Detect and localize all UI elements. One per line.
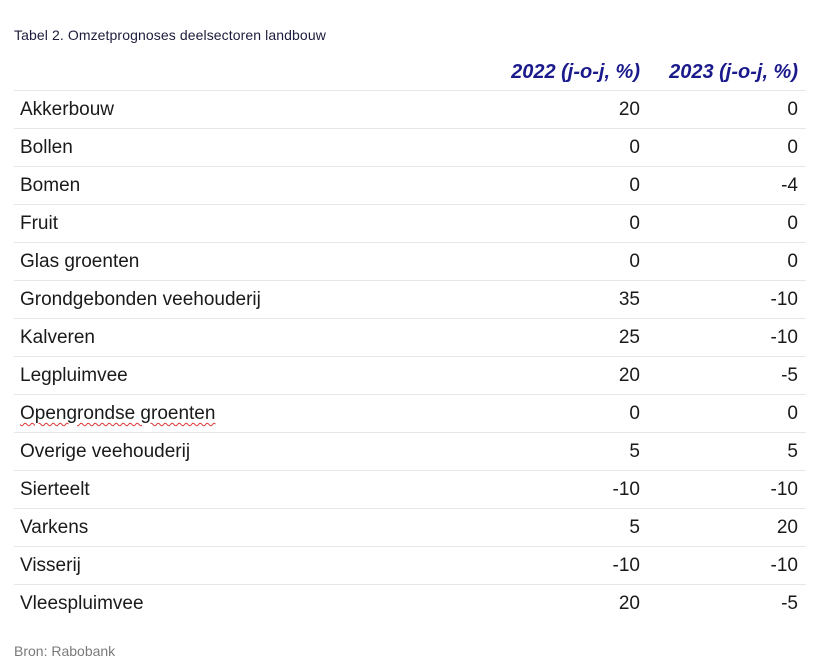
row-label: Fruit [20,213,58,234]
value-2023: -10 [770,479,798,500]
value-2023: -4 [781,175,798,196]
value-2022: 0 [629,137,640,158]
value-2022: 20 [618,365,640,386]
value-2023: -10 [770,555,798,576]
value-2023: 0 [787,251,798,272]
value-2022: 35 [618,289,640,310]
value-2023: -10 [770,327,798,348]
table-row [14,91,806,129]
value-2023: -5 [781,593,798,614]
row-label: Glas groenten [20,251,140,272]
table-row [14,167,806,205]
row-label: Legpluimvee [20,365,128,386]
table-title: Tabel 2. Omzetprognoses deelsectoren landbouw [14,27,326,43]
table-row [14,585,806,622]
row-label: Sierteelt [20,479,90,500]
row-label: Grondgebonden veehouderij [20,289,261,310]
value-2023: -10 [770,289,798,310]
table-row [14,319,806,357]
table-row [14,205,806,243]
value-2022: 5 [629,441,640,462]
table-row [14,243,806,281]
value-2023: 0 [787,403,798,424]
table-row [14,547,806,585]
value-2023: -5 [781,365,798,386]
value-2022: 0 [629,403,640,424]
value-2023: 5 [787,441,798,462]
value-2022: -10 [612,555,640,576]
value-2022: 0 [629,175,640,196]
table-header-row [14,52,806,91]
value-2022: 25 [618,327,640,348]
value-2022: 20 [618,99,640,120]
value-2023: 0 [787,213,798,234]
value-2022: 20 [618,593,640,614]
table-row [14,471,806,509]
value-2023: 20 [776,517,798,538]
row-label: Varkens [20,517,89,538]
column-header-2022: 2022 (j-o-j, %) [511,61,640,83]
value-2023: 0 [787,99,798,120]
value-2023: 0 [787,137,798,158]
table-row [14,357,806,395]
value-2022: -10 [612,479,640,500]
row-label: Bollen [20,137,73,158]
table-row [14,281,806,319]
column-header-2023: 2023 (j-o-j, %) [669,61,798,83]
table-row [14,129,806,167]
table-row [14,395,806,433]
value-2022: 0 [629,213,640,234]
row-label: Vleespluimvee [20,593,144,614]
source-note: Bron: Rabobank [14,643,116,659]
table-row [14,509,806,547]
row-label: Visserij [20,555,81,576]
row-label: Kalveren [20,327,95,348]
value-2022: 0 [629,251,640,272]
forecast-table [14,52,806,622]
row-label: Akkerbouw [20,99,114,120]
table-row [14,433,806,471]
value-2022: 5 [629,517,640,538]
row-label: Opengrondse groenten [20,403,216,424]
row-label: Bomen [20,175,81,196]
row-label: Overige veehouderij [20,441,191,462]
